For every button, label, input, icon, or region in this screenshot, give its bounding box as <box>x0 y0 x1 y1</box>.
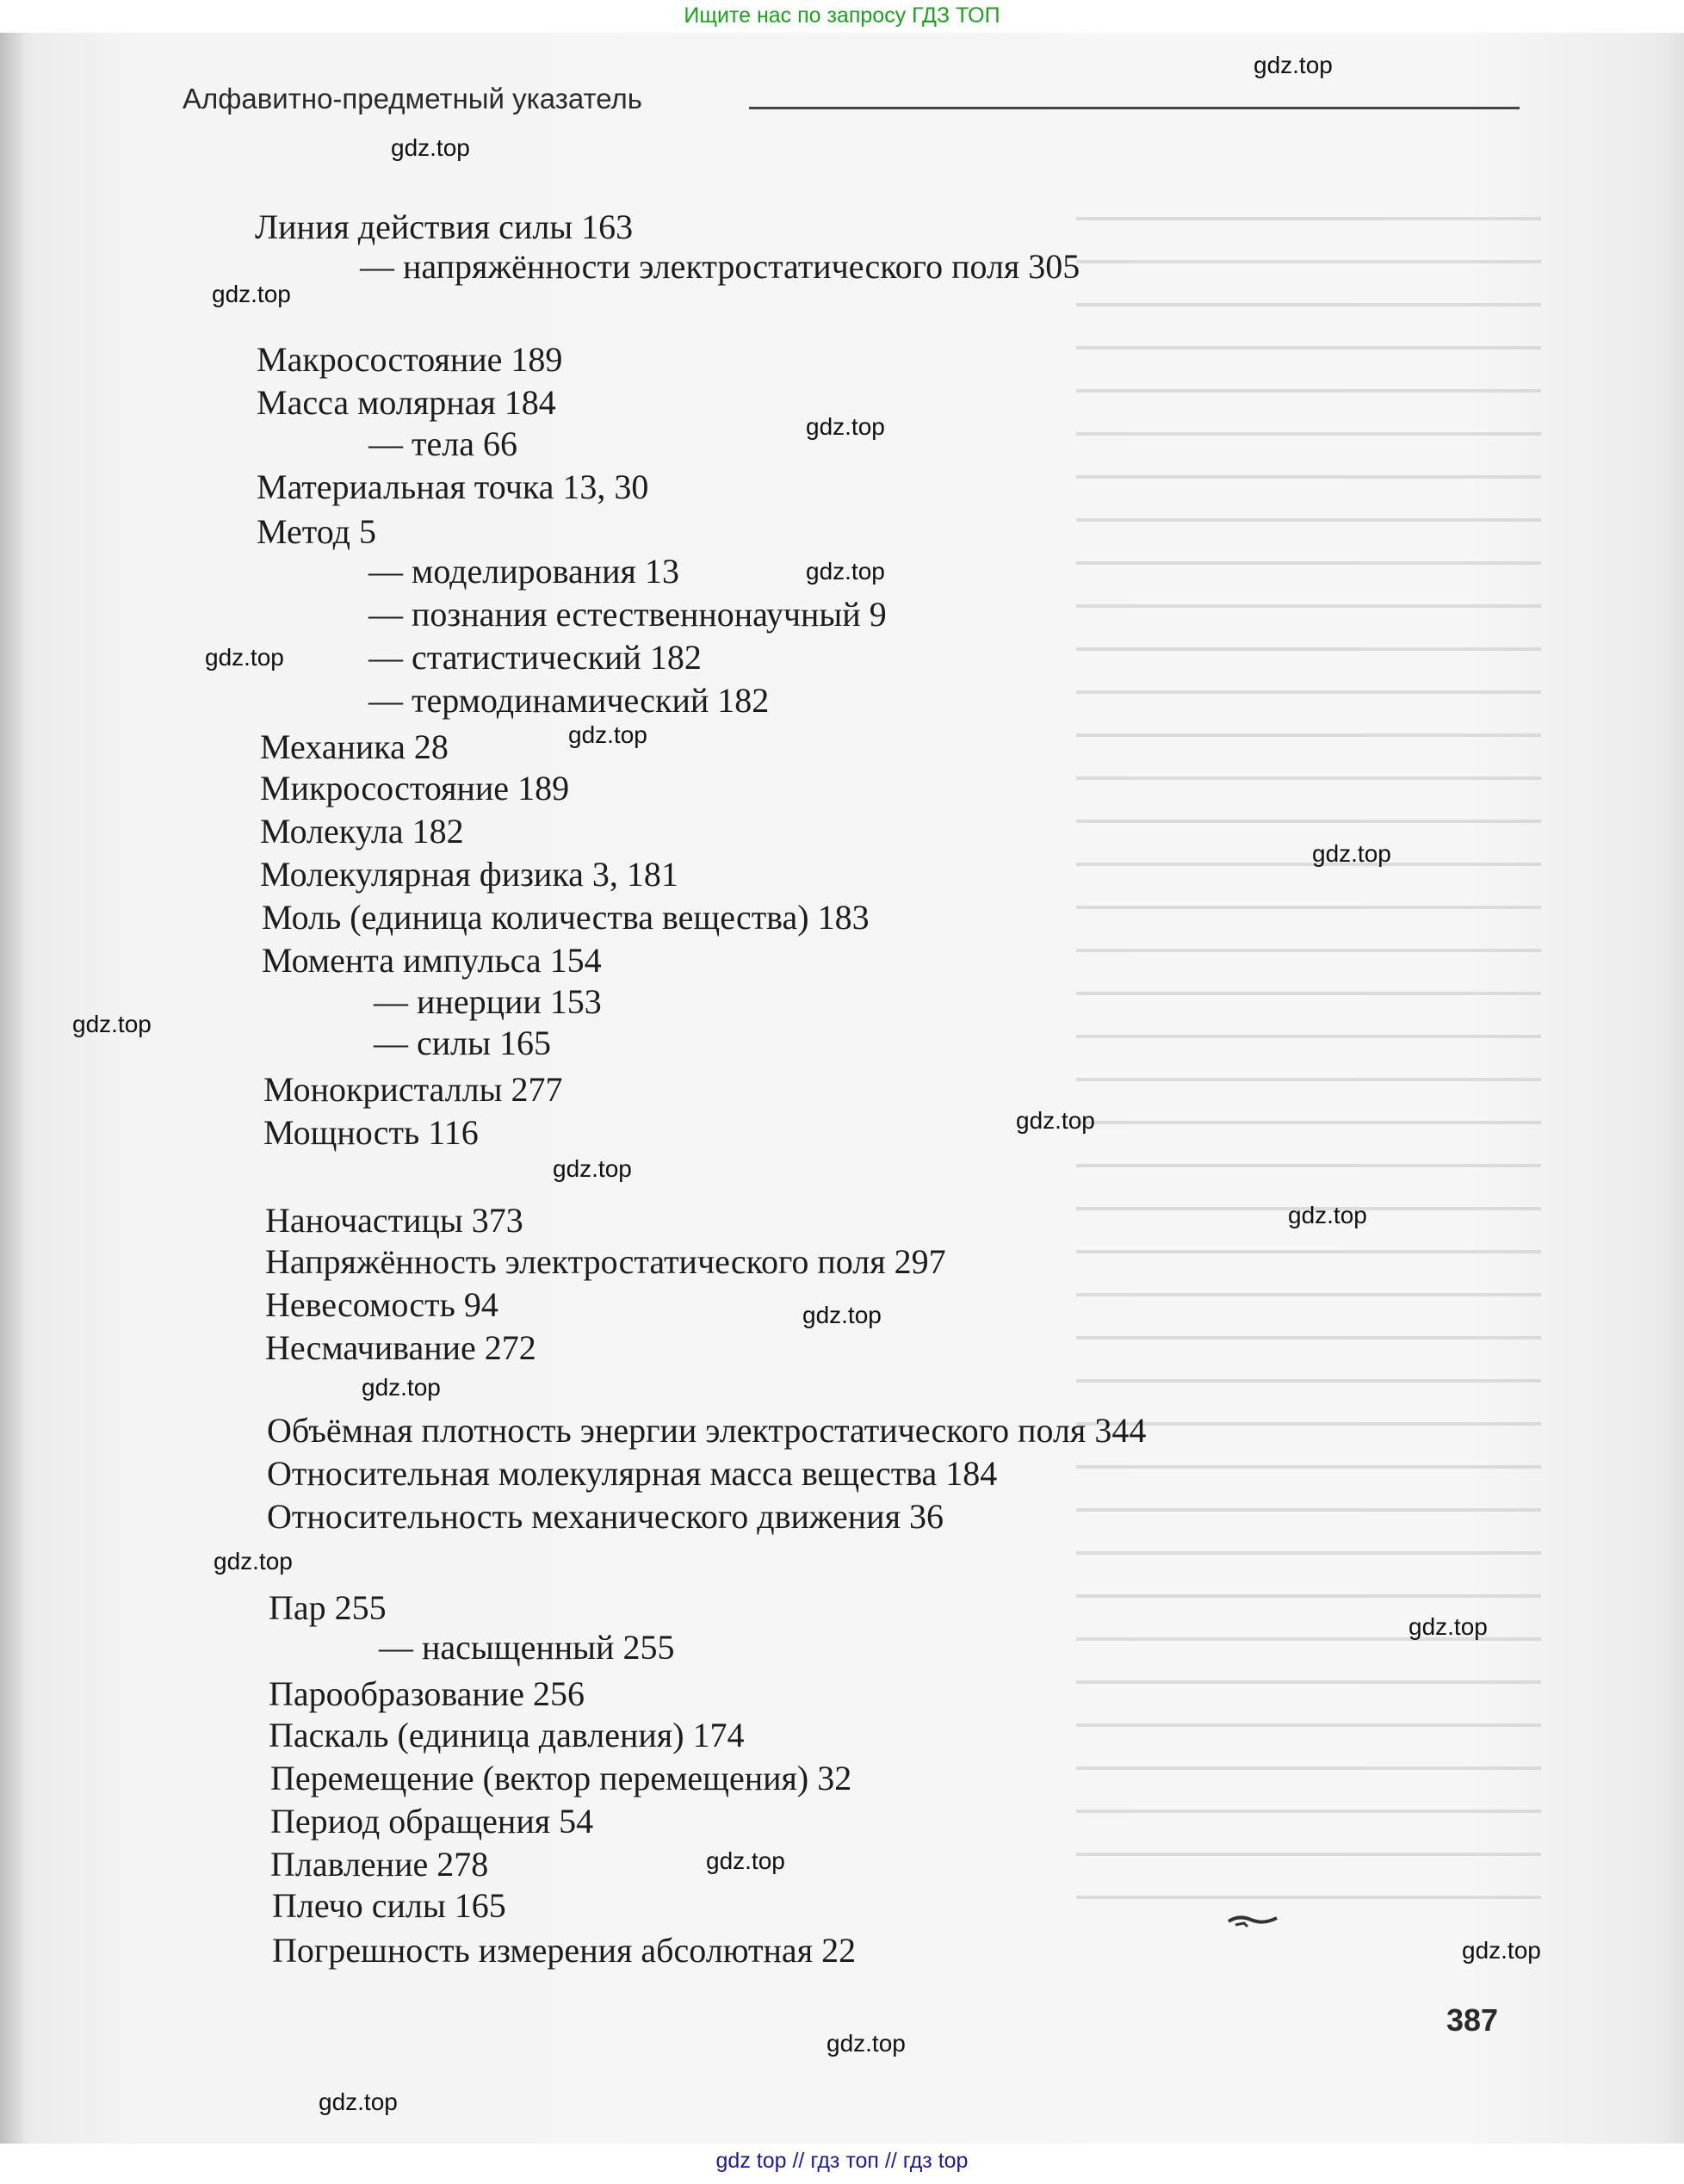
watermark: gdz.top <box>205 644 284 671</box>
watermark: gdz.top <box>806 558 885 585</box>
index-subentry: — моделирования 13 <box>368 552 679 591</box>
index-entry: Парообразование 256 <box>269 1674 585 1713</box>
index-entry: Механика 28 <box>260 727 449 766</box>
index-entry: Перемещение (вектор перемещения) 32 <box>270 1759 852 1797</box>
index-entry: Напряжённость электростатического поля 297 <box>265 1242 946 1281</box>
index-subentry: — напряжённости электростатического поля 305 <box>360 247 1080 286</box>
index-entry: Мощность 116 <box>263 1113 479 1152</box>
watermark: gdz.top <box>1254 52 1333 78</box>
index-entry: Материальная точка 13, 30 <box>257 467 649 506</box>
watermark: gdz.top <box>1408 1613 1488 1640</box>
ink-smudge <box>1227 1913 1278 1928</box>
watermark: gdz.top <box>362 1374 441 1401</box>
index-entry: Момента импульса 154 <box>262 941 602 980</box>
watermark: gdz.top <box>212 281 291 307</box>
bottom-banner[interactable]: gdz top // гдз топ // гдз top <box>715 2149 969 2173</box>
index-entry: Молекула 182 <box>260 812 464 851</box>
index-entry: Погрешность измерения абсолютная 22 <box>272 1931 857 1970</box>
watermark: gdz.top <box>553 1155 632 1182</box>
index-entry: Паскаль (единица давления) 174 <box>269 1716 745 1754</box>
index-subentry: — познания естественнонаучный 9 <box>368 595 887 634</box>
watermark: gdz.top <box>706 1847 785 1874</box>
index-entry: Макросостояние 189 <box>257 340 563 379</box>
index-entry: Масса молярная 184 <box>257 383 556 422</box>
index-entry: Линия действия силы 163 <box>255 207 634 246</box>
watermark: gdz.top <box>1462 1937 1541 1964</box>
index-entry: Невесомость 94 <box>265 1285 498 1324</box>
index-entry: Моль (единица количества вещества) 183 <box>262 898 870 937</box>
index-subentry: — термодинамический 182 <box>368 681 770 720</box>
index-subentry: — тела 66 <box>368 424 517 463</box>
index-entry: Относительность механического движения 36 <box>267 1497 944 1536</box>
watermark: gdz.top <box>802 1302 882 1328</box>
index-subentry: — статистический 182 <box>368 638 702 677</box>
watermark: gdz.top <box>214 1548 293 1575</box>
watermark: gdz.top <box>568 721 647 748</box>
page-number: 387 <box>1446 2002 1499 2038</box>
header-title: Алфавитно-предметный указатель <box>183 83 642 114</box>
header-rule <box>749 107 1520 109</box>
index-subentry: — силы 165 <box>374 1024 551 1062</box>
page-spine-shadow <box>0 33 24 2144</box>
watermark: gdz.top <box>1016 1107 1095 1134</box>
index-entry: Объёмная плотность энергии электростатического поля 344 <box>267 1411 1147 1450</box>
index-entry: Микросостояние 189 <box>260 769 570 807</box>
watermark: gdz.top <box>1312 840 1391 867</box>
index-entry: Несмачивание 272 <box>265 1328 536 1367</box>
index-entry: Относительная молекулярная масса вещества 184 <box>267 1454 998 1493</box>
top-banner[interactable]: Ищите нас по запросу ГДЗ ТОП <box>684 3 1000 28</box>
index-subentry: — инерции 153 <box>374 982 602 1021</box>
watermark: gdz.top <box>806 413 885 440</box>
index-entry: Период обращения 54 <box>270 1802 594 1841</box>
watermark: gdz.top <box>319 2088 398 2115</box>
index-entry: Наночастицы 373 <box>265 1201 523 1240</box>
index-entry: Монокристаллы 277 <box>263 1070 563 1109</box>
index-entry: Плавление 278 <box>270 1845 489 1884</box>
index-entry: Плечо силы 165 <box>272 1886 506 1925</box>
index-subentry: — насыщенный 255 <box>379 1628 675 1667</box>
watermark: gdz.top <box>72 1011 152 1037</box>
index-entry: Метод 5 <box>257 512 376 551</box>
index-entry: Пар 255 <box>269 1588 387 1627</box>
show-through-text <box>1076 198 1541 1902</box>
index-entry: Молекулярная физика 3, 181 <box>260 855 678 894</box>
watermark: gdz.top <box>1288 1202 1367 1228</box>
watermark: gdz.top <box>827 2030 906 2057</box>
watermark: gdz.top <box>391 134 470 161</box>
